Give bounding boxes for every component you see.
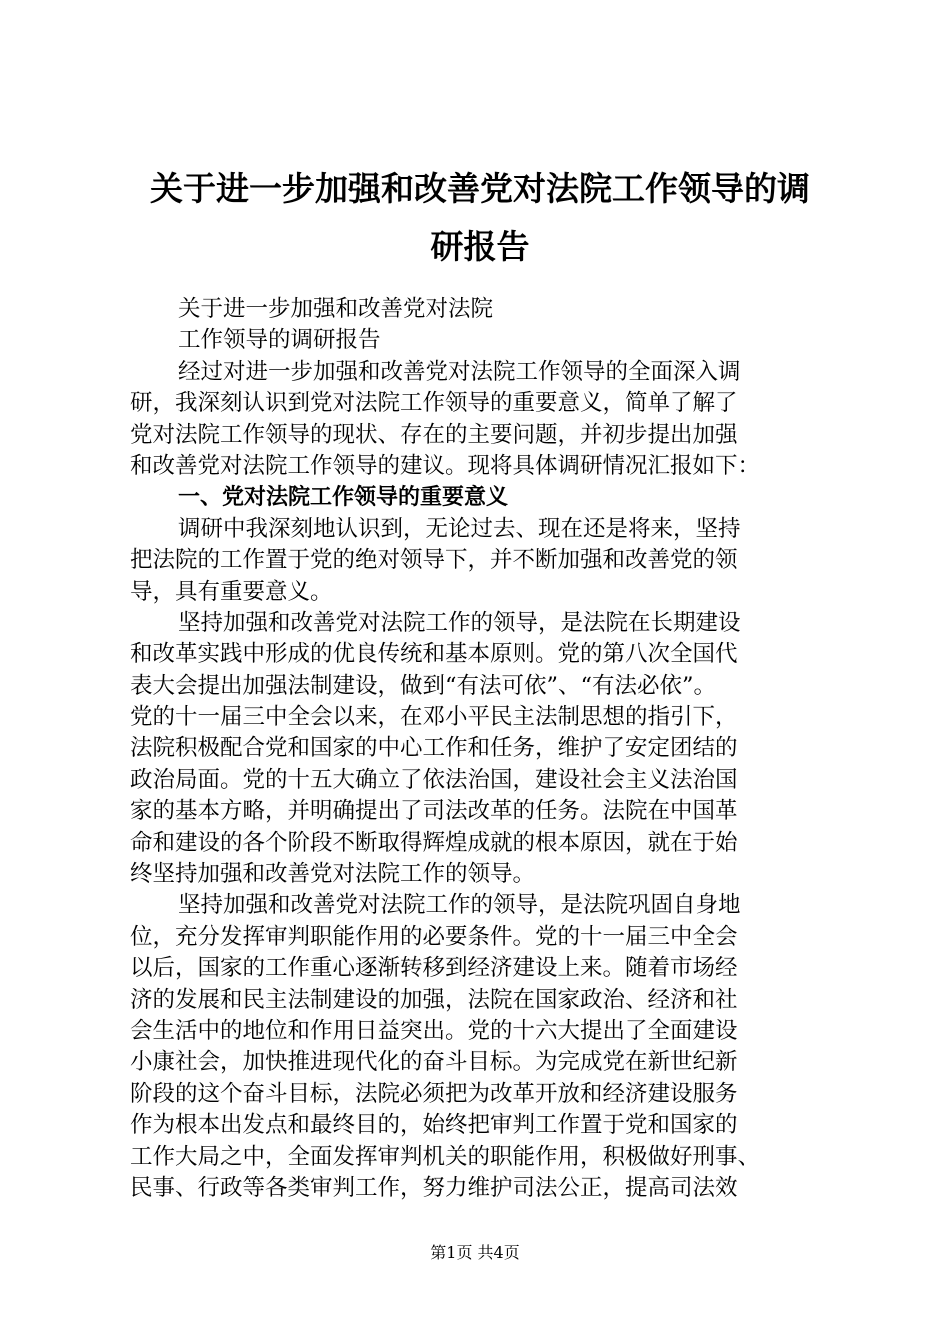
text-line: 导，具有重要意义。 (130, 578, 333, 605)
text-line: 党对法院工作领导的现状、存在的主要问题，并初步提出加强 (130, 421, 738, 448)
text-line: 位，充分发挥审判职能作用的必要条件。党的十一届三中全会 (130, 923, 738, 950)
document-title (120, 160, 840, 276)
text-line: 经过对进一步加强和改善党对法院工作领导的全面深入调 (178, 358, 741, 385)
text-line: 关于进一步加强和改善党对法院 (178, 296, 494, 322)
text-line: 表大会提出加强法制建设，做到“有法可依”、“有法必依”。 (130, 672, 717, 699)
text-line: 研，我深刻认识到党对法院工作领导的重要意义，简单了解了 (130, 390, 738, 417)
text-line: 工作领导的调研报告 (178, 327, 381, 354)
text-line: 工作大局之中，全面发挥审判机关的职能作用，积极做好刑事、 (130, 1143, 761, 1170)
text-line: 和改善党对法院工作领导的建议。现将具体调研情况汇报如下： (130, 452, 761, 479)
text-line: 和改革实践中形成的优良传统和基本原则。党的第八次全国代 (130, 641, 738, 668)
title-line: 研报告 (430, 227, 530, 266)
text-line: 调研中我深刻地认识到，无论过去、现在还是将来，坚持 (178, 515, 741, 542)
text-line: 把法院的工作置于党的绝对领导下，并不断加强和改善党的领 (130, 547, 738, 574)
document-body (130, 294, 845, 1204)
text-line: 小康社会，加快推进现代化的奋斗目标。为完成党在新世纪新 (130, 1049, 738, 1076)
text-line: 坚持加强和改善党对法院工作的领导，是法院在长期建设 (178, 609, 741, 636)
page-footer: 第1页 共4页 (430, 1243, 520, 1262)
text-line: 家的基本方略，并明确提出了司法改革的任务。法院在中国革 (130, 798, 738, 825)
text-line: 济的发展和民主法制建设的加强，法院在国家政治、经济和社 (130, 986, 738, 1013)
text-line: 坚持加强和改善党对法院工作的领导，是法院巩固自身地 (178, 892, 741, 919)
text-line: 命和建设的各个阶段不断取得辉煌成就的根本原因，就在于始 (130, 829, 738, 856)
text-line: 终坚持加强和改善党对法院工作的领导。 (130, 861, 536, 888)
text-line: 以后，国家的工作重心逐渐转移到经济建设上来。随着市场经 (130, 955, 738, 982)
text-line: 民事、行政等各类审判工作，努力维护司法公正，提高司法效 (130, 1174, 738, 1201)
text-line: 法院积极配合党和国家的中心工作和任务，维护了安定团结的 (130, 735, 738, 762)
text-line: 阶段的这个奋斗目标，法院必须把为改革开放和经济建设服务 (130, 1080, 738, 1107)
section-heading: 一、党对法院工作领导的重要意义 (178, 485, 509, 511)
text-line: 政治局面。党的十五大确立了依法治国，建设社会主义法治国 (130, 766, 738, 793)
title-line: 关于进一步加强和改善党对法院工作领导的调 (150, 169, 810, 208)
text-line: 会生活中的地位和作用日益突出。党的十六大提出了全面建设 (130, 1017, 738, 1044)
text-line: 作为根本出发点和最终目的，始终把审判工作置于党和国家的 (130, 1112, 738, 1139)
text-line: 党的十一届三中全会以来，在邓小平民主法制思想的指引下， (130, 704, 738, 731)
